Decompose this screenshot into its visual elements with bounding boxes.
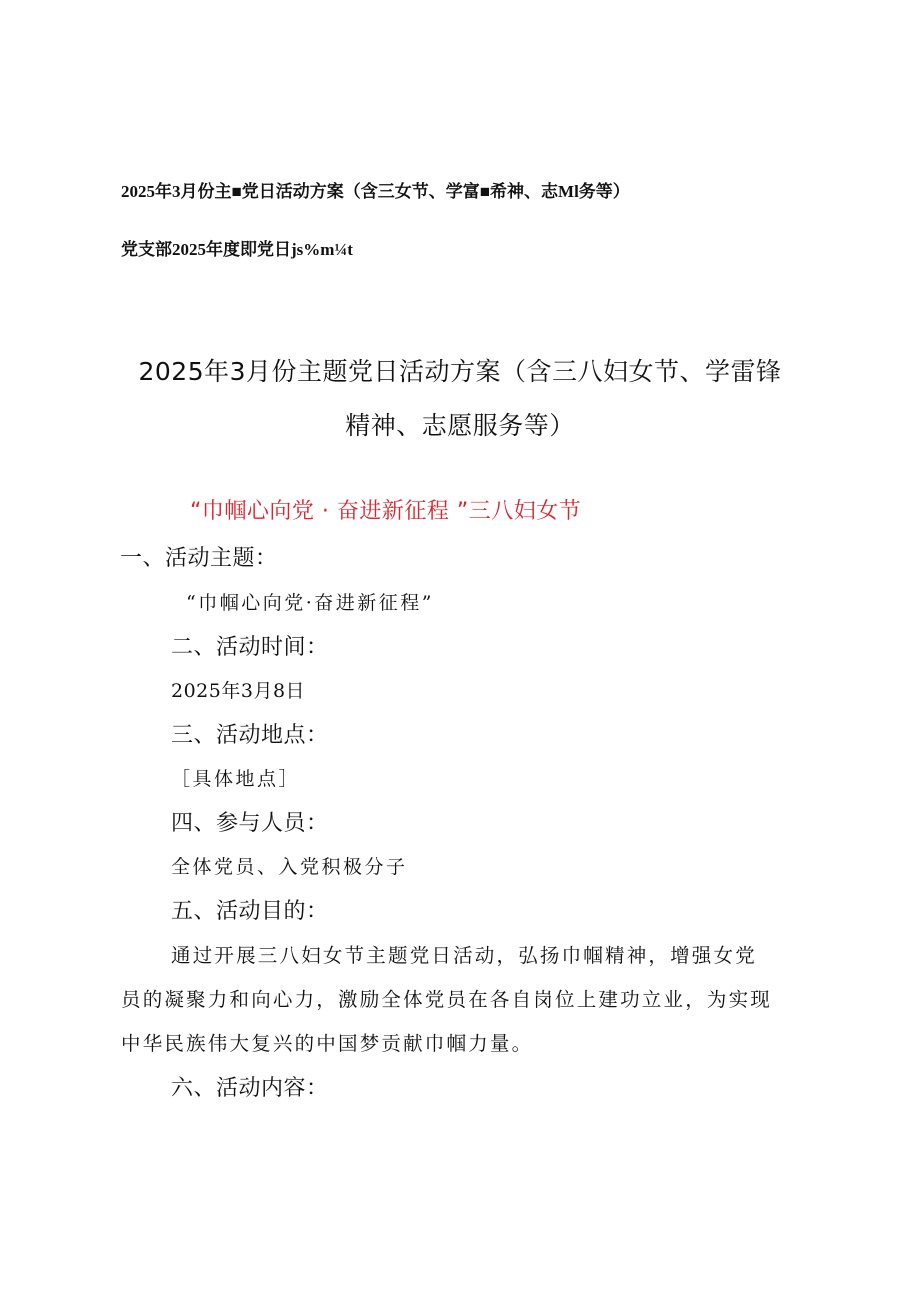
section-3-value: ［具体地点］ <box>171 768 301 790</box>
section-2-heading: 二、活动时间： <box>171 635 329 660</box>
section-4-value: 全体党员、入党积极分子 <box>171 856 408 878</box>
section-1-value: “巾帼心向党·奋进新征程” <box>186 592 434 614</box>
section-5-paragraph-line-2: 员的凝聚力和向心力，激励全体党员在各自岗位上建功立业，为实现 <box>121 988 773 1011</box>
section-5-heading: 五、活动目的： <box>171 899 329 924</box>
section-4-heading: 四、参与人员： <box>171 811 329 836</box>
document-title-line-2: 精神、志愿服务等） <box>345 411 575 440</box>
event-subtitle: “巾帼心向党 · 奋进新征程 ”三八妇女节 <box>190 499 582 524</box>
section-5-paragraph-line-1: 通过开展三八妇女节主题党日活动，弘扬巾帼精神，增强女党 <box>171 944 757 967</box>
section-6-heading: 六、活动内容： <box>171 1076 329 1101</box>
section-1-heading: 一、活动主题： <box>120 546 278 571</box>
document-title-line-1: 2025年3月份主题党日活动方案（含三八妇女节、学雷锋 <box>138 357 782 386</box>
header-line-1: 2025年3月份主■党日活动方案（含三女节、学富■希神、志Ml务等） <box>121 182 630 201</box>
section-5-paragraph-line-3: 中华民族伟大复兴的中国梦贡献巾帼力量。 <box>121 1032 534 1055</box>
header-line-2: 党支部2025年度即党日js%m¼t <box>121 240 353 259</box>
section-3-heading: 三、活动地点： <box>171 723 329 748</box>
section-2-value: 2025年3月8日 <box>171 680 306 702</box>
